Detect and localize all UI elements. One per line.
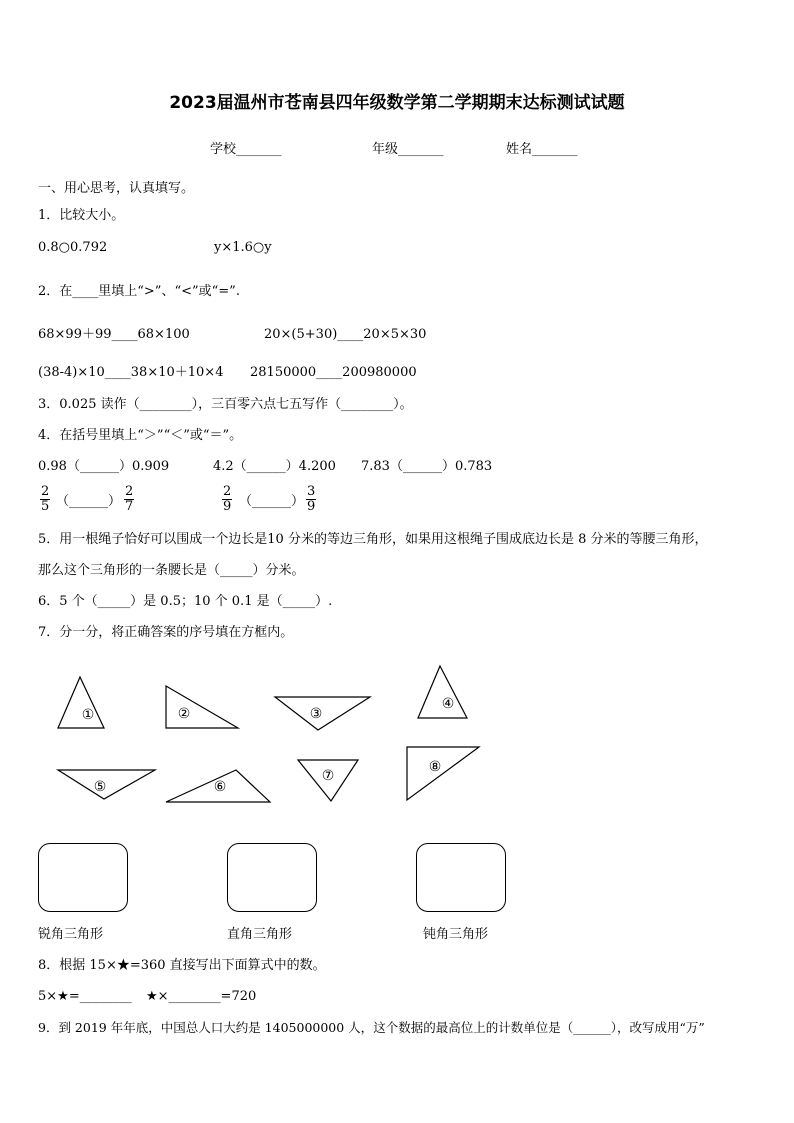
q4-c: 7.83（______）0.783 [361,459,493,474]
q4-blank-2: （______） [239,494,305,509]
q2-stem: 2．在____里填上“>”、“<”或“=”. [38,284,240,299]
q8-a: 5×★=________ [38,989,132,1004]
q4-a: 0.98（______）0.909 [38,459,170,474]
q1-b: y×1.6○y [214,240,272,255]
numerator: 2 [125,484,134,499]
label-3: ③ [309,706,323,722]
page-title: 2023届温州市苍南县四年级数学第二学期期末达标测试试题 [169,93,625,113]
numerator: 2 [41,484,50,499]
q2-c: (38-4)×10____38×10＋10×4 [38,365,224,380]
numerator: 2 [223,484,232,499]
q2-b: 20×(5+30)____20×5×30 [264,327,427,342]
triangle-3 [275,697,370,730]
q2-d: 28150000____200980000 [250,365,417,380]
label-2: ② [177,706,191,722]
q5-line2: 那么这个三角形的一条腰长是（_____）分米。 [38,563,305,578]
label-acute: 锐角三角形 [38,927,104,942]
q5-line1: 5．用一根绳子恰好可以围成一个边长是10 分米的等边三角形，如果用这根绳子围成底边长是 8 分米的等腰三角形， [38,532,708,547]
section-heading: 一、用心思考，认真填写。 [38,181,195,196]
name-field: 姓名_______ [506,142,578,157]
q4-blank-1: （______） [56,494,122,509]
answer-box-obtuse[interactable] [416,843,506,912]
q3-stem: 3．0.025 读作（________），三百零六点七五写作（________）。 [38,397,413,412]
school-field: 学校_______ [210,142,282,157]
label-6: ⑥ [213,779,227,795]
q1-stem: 1．比较大小。 [38,208,125,223]
q1-a: 0.8○0.792 [38,240,108,255]
label-4: ④ [441,696,455,712]
label-5: ⑤ [93,779,107,795]
label-right: 直角三角形 [227,927,293,942]
label-1: ① [81,707,95,723]
answer-box-right[interactable] [227,843,317,912]
denominator: 7 [125,499,134,514]
triangle-8 [407,747,479,800]
triangle-5 [58,770,155,799]
denominator: 9 [307,499,316,514]
denominator: 5 [41,499,50,514]
denominator: 9 [223,499,232,514]
answer-box-acute[interactable] [38,843,128,912]
q2-a: 68×99＋99____68×100 [38,327,190,342]
label-8: ⑧ [428,759,442,775]
grade-field: 年级_______ [372,142,444,157]
numerator: 3 [307,484,316,499]
q6-stem: 6．5 个（_____）是 0.5；10 个 0.1 是（_____）. [38,594,333,609]
q8-b: ★×________=720 [146,989,257,1004]
label-7: ⑦ [321,768,335,784]
q4-b: 4.2（______）4.200 [213,459,336,474]
q4-stem: 4．在括号里填上“＞”“＜”或“＝”。 [38,428,243,443]
q9-stem: 9．到 2019 年年底，中国总人口大约是 1405000000 人，这个数据的最高位上的计数单位是（______），改写成用“万” [38,1020,705,1035]
label-obtuse: 钝角三角形 [423,927,489,942]
q7-stem: 7．分一分，将正确答案的序号填在方框内。 [38,625,294,640]
q8-stem: 8．根据 15×★=360 直接写出下面算式中的数。 [38,958,326,973]
